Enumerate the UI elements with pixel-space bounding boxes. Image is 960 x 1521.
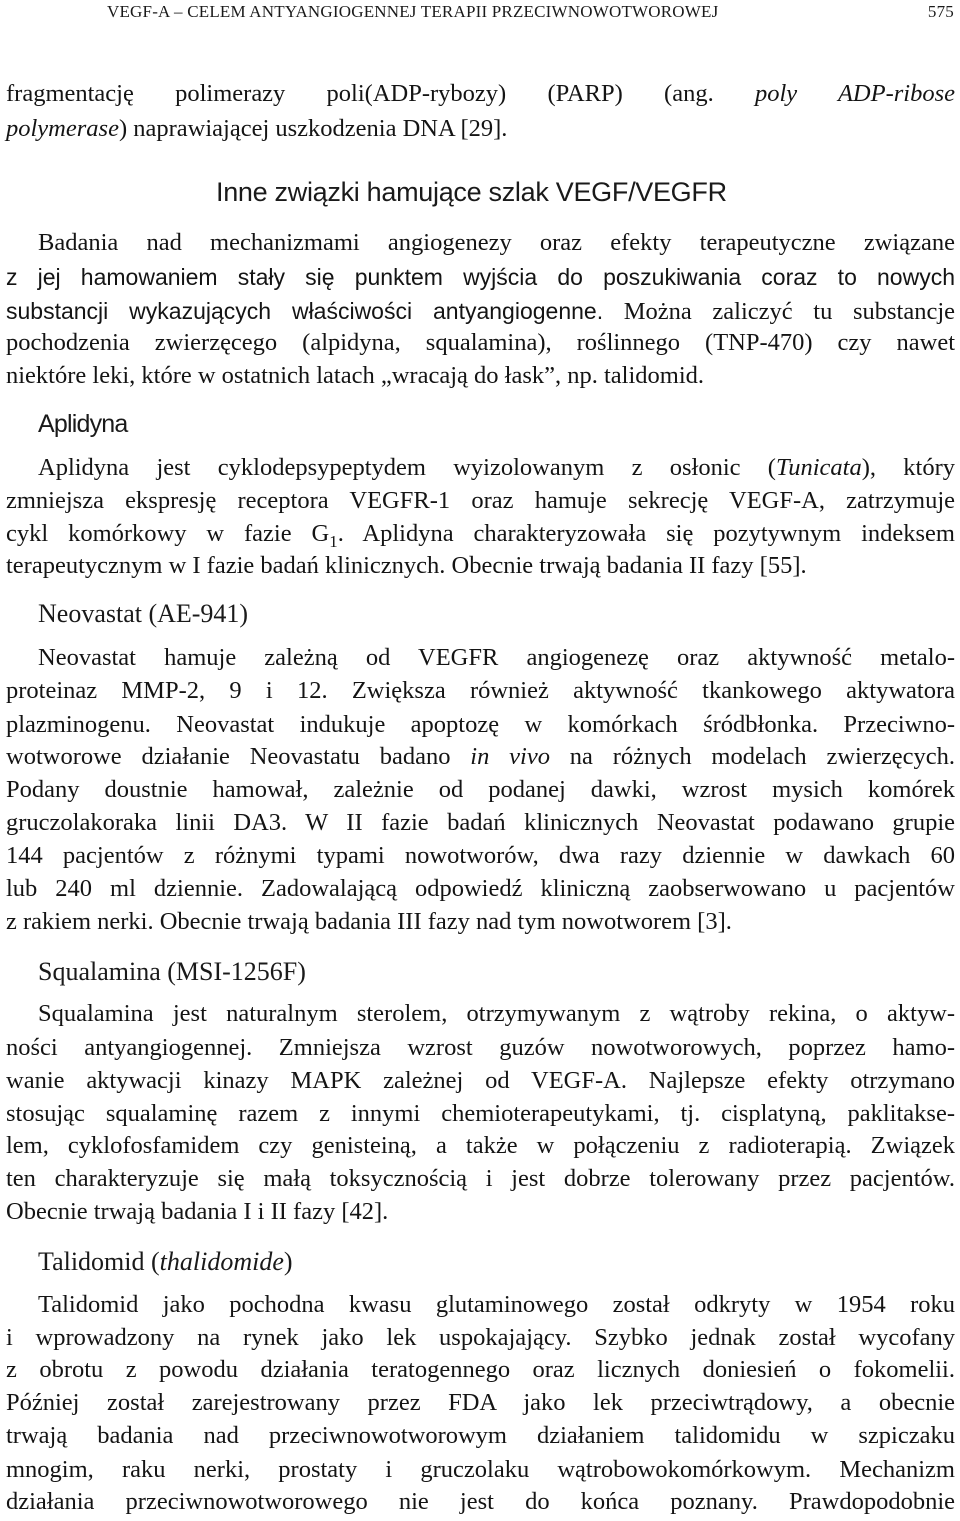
paragraph-line: Aplidyna jest cyklodepsypeptydem wyizolowanym z osłonic (Tunicata), który bbox=[38, 454, 955, 481]
paragraph-line: mnogim, raku nerki, prostaty i gruczolaku wątrobowokomórkowym. Mechanizm bbox=[6, 1456, 955, 1483]
paragraph-line: stosując squalaminę razem z innymi chemioterapeutykami, tj. cisplatyną, paklitakse- bbox=[6, 1100, 955, 1127]
paragraph-line: plazminogenu. Neovastat indukuje apoptozę w komórkach śródbłonka. Przeciwno- bbox=[6, 711, 955, 738]
paragraph-line: Obecnie trwają badania I i II fazy [42]. bbox=[6, 1198, 389, 1225]
paragraph-line: 144 pacjentów z różnymi typami nowotworów, dwa razy dziennie w dawkach 60 bbox=[6, 842, 955, 869]
aplidyna-heading: Aplidyna bbox=[38, 410, 128, 438]
paragraph-line: i wprowadzony na rynek jako lek uspokajający. Szybko jednak został wycofany bbox=[6, 1324, 955, 1351]
paragraph-line: Podany doustnie hamował, zależnie od podanej dawki, wzrost mysich komórek bbox=[6, 776, 955, 803]
paragraph-line: ten charakteryzuje się małą toksycznością i jest dobrze tolerowany przez pacjentów. bbox=[6, 1165, 955, 1192]
paragraph-line: niektóre leki, które w ostatnich latach „wracają do łask”, np. talidomid. bbox=[6, 362, 705, 389]
paragraph-line: Później został zarejestrowany przez FDA jako lek przeciwtrądowy, a obecnie bbox=[6, 1389, 955, 1416]
paragraph-line: z jej hamowaniem stały się punktem wyjścia do poszukiwania coraz to nowych bbox=[6, 264, 955, 290]
paragraph-line: Badania nad mechanizmami angiogenezy oraz efekty terapeutyczne związane bbox=[38, 229, 955, 256]
squalamina-heading: Squalamina (MSI-1256F) bbox=[38, 957, 306, 986]
paragraph-line: Talidomid jako pochodna kwasu glutaminowego został odkryty w 1954 roku bbox=[38, 1291, 955, 1318]
intro-line: polymerase) naprawiającej uszkodzenia DNA [29]. bbox=[6, 115, 508, 142]
paragraph-line: działania przeciwnowotworowego nie jest do końca poznany. Prawdopodobnie bbox=[6, 1488, 955, 1515]
paragraph-line: z rakiem nerki. Obecnie trwają badania III fazy nad tym nowotworem [3]. bbox=[6, 908, 732, 935]
paragraph-line: terapeutycznym w I fazie badań klinicznych. Obecnie trwają badania II fazy [55]. bbox=[6, 552, 807, 579]
paragraph-line: zmniejsza ekspresję receptora VEGFR-1 oraz hamuje sekrecję VEGF-A, zatrzymuje bbox=[6, 487, 955, 514]
paragraph-line: wanie aktywacji kinazy MAPK zależnej od VEGF-A. Najlepsze efekty otrzymano bbox=[6, 1067, 955, 1094]
neovastat-heading: Neovastat (AE-941) bbox=[38, 599, 249, 628]
running-head-title: VEGF-A – CELEM ANTYANGIOGENNEJ TERAPII PRZECIWNOWOTWOROWEJ bbox=[107, 2, 719, 21]
talidomid-heading: Talidomid (thalidomide) bbox=[38, 1247, 293, 1276]
paragraph-line: lem, cyklofosfamidem czy genisteiną, a także w połączeniu z radioterapią. Związek bbox=[6, 1132, 955, 1159]
paragraph-line: wotworowe działanie Neovastatu badano in vivo na różnych modelach zwierzęcych. bbox=[6, 743, 955, 770]
paragraph-line: z obrotu z powodu działania teratogennego oraz licznych doniesień o fokomelii. bbox=[6, 1356, 955, 1383]
paragraph-line: gruczolakoraka linii DA3. W II fazie badań klinicznych Neovastat podawano grupie bbox=[6, 809, 955, 836]
paragraph-line: proteinaz MMP-2, 9 i 12. Zwiększa również aktywność tkankowego aktywatora bbox=[6, 677, 955, 704]
paragraph-line: Squalamina jest naturalnym sterolem, otrzymywanym z wątroby rekina, o aktyw- bbox=[38, 1000, 955, 1027]
paragraph-line: ności antyangiogennej. Zmniejsza wzrost guzów nowotworowych, poprzez hamo- bbox=[6, 1034, 955, 1061]
section-heading: Inne związki hamujące szlak VEGF/VEGFR bbox=[216, 177, 727, 207]
paragraph-line: cykl komórkowy w fazie $G_1$. Aplidyna charakteryzowała się pozytywnym indeksem bbox=[6, 520, 955, 551]
paragraph-line: substancji wykazujących właściwości antyangiogenne. Można zaliczyć tu substancje bbox=[6, 298, 956, 325]
paragraph-line: pochodzenia zwierzęcego (alpidyna, squalamina), roślinnego (TNP-470) czy nawet bbox=[6, 329, 955, 356]
paragraph-line: lub 240 ml dziennie. Zadowalającą odpowiedź kliniczną zaobserwowano u pacjentów bbox=[6, 875, 955, 902]
paragraph-line: Neovastat hamuje zależną od VEGFR angiogenezę oraz aktywność metalo- bbox=[38, 644, 955, 671]
page-number: 575 bbox=[927, 2, 954, 21]
running-head bbox=[6, 0, 954, 26]
paragraph-line: trwają badania nad przeciwnowotworowym działaniem talidomidu w szpiczaku bbox=[6, 1422, 955, 1449]
intro-line: fragmentację polimerazy poli(ADP-rybozy) (PARP) (ang. poly ADP-ribose bbox=[6, 80, 955, 107]
